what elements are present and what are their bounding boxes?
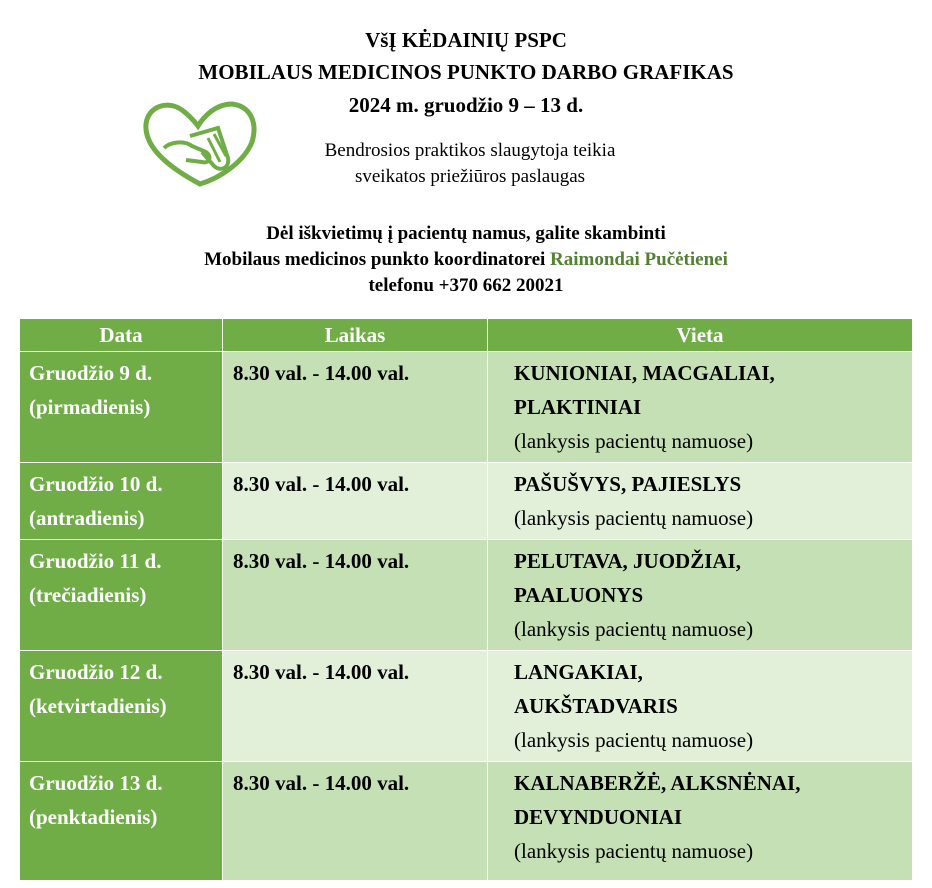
- table-row: [20, 651, 913, 762]
- time-cell: [223, 540, 488, 651]
- place-name: AUKŠTADVARIS: [514, 694, 678, 718]
- time-cell: [223, 463, 488, 540]
- date-label: Gruodžio 13 d.: [29, 771, 163, 795]
- place-name: PAŠUŠVYS, PAJIESLYS: [514, 472, 742, 496]
- place-name: KUNIONIAI, MACGALIAI,: [514, 361, 775, 385]
- contact-line-1: Dėl iškvietimų į pacientų namus, galite skambinti: [266, 223, 666, 244]
- column-header-place: Vieta: [488, 319, 913, 352]
- weekday-label: (antradienis): [29, 506, 145, 530]
- visit-note: (lankysis pacientų namuose): [514, 506, 754, 530]
- place-cell: [488, 762, 913, 881]
- visit-note: (lankysis pacientų namuose): [514, 429, 754, 453]
- visit-note: (lankysis pacientų namuose): [514, 839, 754, 863]
- subtitle-line-1: Bendrosios praktikos slaugytoja teikia: [324, 140, 616, 161]
- time-label: 8.30 val. - 14.00 val.: [233, 771, 410, 795]
- place-name: DEVYNDUONIAI: [514, 805, 683, 829]
- table-row: [20, 352, 913, 463]
- date-label: Gruodžio 11 d.: [29, 549, 162, 573]
- place-name: PELUTAVA, JUODŽIAI,: [514, 549, 741, 573]
- contact-prefix: Mobilaus medicinos punkto koordinatorei: [204, 249, 551, 270]
- date-cell: [20, 463, 223, 540]
- contact-phone: telefonu +370 662 20021: [368, 275, 564, 296]
- time-cell: [223, 651, 488, 762]
- date-label: Gruodžio 10 d.: [29, 472, 163, 496]
- column-header-date: Data: [20, 319, 223, 352]
- table-header-row: [20, 319, 913, 352]
- time-cell: [223, 352, 488, 463]
- place-name: PAALUONYS: [514, 583, 644, 607]
- date-cell: [20, 540, 223, 651]
- place-name: KALNABERŽĖ, ALKSNĖNAI,: [514, 771, 801, 795]
- date-range: 2024 m. gruodžio 9 – 13 d.: [348, 93, 584, 117]
- time-label: 8.30 val. - 14.00 val.: [233, 549, 410, 573]
- date-cell: [20, 352, 223, 463]
- schedule-table: [19, 318, 913, 881]
- date-cell: [20, 762, 223, 881]
- place-name: PLAKTINIAI: [514, 395, 642, 419]
- coordinator-name: Raimondai Pučėtienei: [550, 249, 728, 270]
- weekday-label: (trečiadienis): [29, 583, 147, 607]
- table-row: [20, 463, 913, 540]
- table-row: [20, 762, 913, 881]
- time-label: 8.30 val. - 14.00 val.: [233, 361, 410, 385]
- weekday-label: (ketvirtadienis): [29, 694, 167, 718]
- place-cell: [488, 540, 913, 651]
- org-name: VšĮ KĖDAINIŲ PSPC: [365, 28, 567, 52]
- date-label: Gruodžio 9 d.: [29, 361, 153, 385]
- contact-line-2: [0, 248, 932, 272]
- page-title: MOBILAUS MEDICINOS PUNKTO DARBO GRAFIKAS: [198, 60, 734, 84]
- place-cell: [488, 352, 913, 463]
- date-cell: [20, 651, 223, 762]
- subtitle-line-2: sveikatos priežiūros paslaugas: [354, 166, 586, 187]
- visit-note: (lankysis pacientų namuose): [514, 728, 754, 752]
- time-label: 8.30 val. - 14.00 val.: [233, 660, 410, 684]
- place-name: LANGAKIAI,: [514, 660, 643, 684]
- time-label: 8.30 val. - 14.00 val.: [233, 472, 410, 496]
- weekday-label: (pirmadienis): [29, 395, 151, 419]
- place-cell: [488, 463, 913, 540]
- weekday-label: (penktadienis): [29, 805, 158, 829]
- table-row: [20, 540, 913, 651]
- visit-note: (lankysis pacientų namuose): [514, 617, 754, 641]
- time-cell: [223, 762, 488, 881]
- place-cell: [488, 651, 913, 762]
- column-header-time: Laikas: [223, 319, 488, 352]
- date-label: Gruodžio 12 d.: [29, 660, 163, 684]
